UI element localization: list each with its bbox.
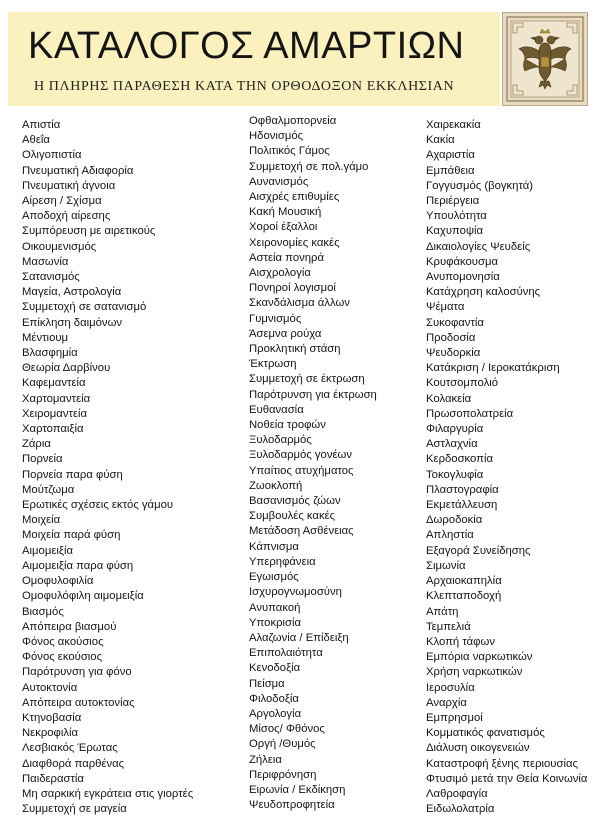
- list-item: Ιεροσυλία: [426, 681, 475, 694]
- list-item: Κλεπταποδοχή: [426, 590, 502, 603]
- list-item: Απληστία: [426, 529, 474, 542]
- list-item: Υποκρισία: [249, 616, 302, 629]
- list-item: Ζήλεια: [249, 753, 282, 766]
- list-item: Απάτη: [426, 605, 459, 618]
- list-item: Ομοφυλοφιλία: [22, 575, 94, 588]
- list-item: Διαφθορά παρθένας: [22, 757, 125, 770]
- list-item: Απιστία: [22, 119, 61, 131]
- list-item: Άσεμνα ρούχα: [249, 327, 322, 340]
- list-item: Πλαστογραφία: [426, 483, 499, 496]
- list-item: Εμπρησμοί: [426, 711, 483, 724]
- list-item: Αργολογία: [249, 707, 302, 720]
- list-item: Ευθανασία: [249, 403, 304, 416]
- list-item: Αυτοκτονία: [22, 681, 78, 694]
- list-item: Διάλυση οικογενειών: [426, 742, 530, 755]
- list-item: Κρυφάκουσμα: [426, 255, 498, 268]
- list-item: Χειρομαντεία: [22, 407, 88, 420]
- list-item: Οικουμενισμός: [22, 240, 97, 253]
- list-item: Ηδονισμός: [249, 130, 304, 143]
- list-item: Απόπειρα βιασμού: [22, 620, 117, 633]
- list-item: Συμπόρευση με αιρετικούς: [22, 225, 156, 238]
- list-item: Αθεΐα: [22, 134, 50, 147]
- list-item: Αχαριστία: [426, 149, 475, 162]
- list-item: Αυνανισμός: [249, 175, 309, 188]
- list-item: Αρχαιοκαπηλία: [426, 575, 502, 588]
- list-item: Σιμωνία: [426, 559, 466, 572]
- list-item: Βασανισμός ζώων: [249, 495, 341, 508]
- list-item: Υπερηφάνεια: [249, 555, 316, 568]
- list-item: Βλασφημία: [22, 347, 78, 360]
- list-item: Χειρονομίες κακές: [249, 236, 340, 249]
- list-item: Εμπάθεια: [426, 164, 475, 177]
- list-item: Κολακεία: [426, 392, 472, 405]
- list-item: Βιασμός: [22, 605, 64, 618]
- list-item: Εγωισμός: [249, 571, 299, 584]
- list-item: Περιέργεια: [426, 195, 480, 208]
- list-item: Αιμομειξία παρα φύση: [22, 559, 134, 572]
- page-title: ΚΑΤΑΛΟΓΟΣ ΑΜΑΡΤΙΩΝ: [28, 25, 465, 67]
- list-item: Φόνος ακούσιος: [22, 635, 104, 648]
- list-item: Πνευματική Αδιαφορία: [22, 164, 134, 177]
- list-item: Τεμπελιά: [426, 620, 471, 633]
- list-item: Κακία: [426, 134, 455, 147]
- list-item: Δωροδοκία: [426, 514, 483, 527]
- list-item: Παρότρυνση για έκτρωση: [249, 388, 377, 401]
- list-item: Ξυλοδαρμός: [249, 434, 312, 447]
- list-item: Προδοσία: [426, 331, 476, 344]
- list-item: Θεωρία Δαρβίνου: [22, 362, 111, 375]
- list-item: Μέντιουμ: [22, 331, 69, 344]
- list-item: Κουτσομπολιό: [426, 377, 499, 390]
- list-item: Ομοφυλόφιλη αιμομειξία: [22, 590, 144, 603]
- list-item: Συμμετοχή σε σατανισμό: [22, 301, 147, 314]
- list-item: Ζωοκλοπή: [249, 479, 303, 492]
- list-item: Αποδοχή αίρεσης: [22, 210, 111, 223]
- list-item: Εμπόρια ναρκωτικών: [426, 651, 533, 664]
- list-item: Εξαγορά Συνείδησης: [426, 544, 531, 557]
- list-item: Προκλητική στάση: [249, 343, 341, 356]
- list-item: Απόπειρα αυτοκτονίας: [22, 696, 135, 709]
- list-item: Αστλαχνία: [426, 438, 478, 451]
- list-item: Αναρχία: [426, 696, 467, 709]
- list-item: Ολιγοπιστία: [22, 149, 82, 162]
- list-item: Γυμνισμός: [249, 312, 302, 325]
- list-item: Κομματικός φανατισμός: [426, 727, 545, 740]
- list-item: Καφεμαντεία: [22, 377, 86, 390]
- list-item: Κατάκριση / Ιεροκατάκριση: [426, 362, 560, 375]
- list-item: Πονηροί λογισμοί: [249, 282, 336, 295]
- sins-column-1: [22, 118, 193, 817]
- list-item: Παρότρυνση για φόνο: [22, 666, 132, 679]
- list-item: Έκτρωση: [249, 358, 297, 371]
- list-item: Κάπνισμα: [249, 540, 299, 553]
- list-item: Επιπολαιότητα: [249, 647, 323, 660]
- list-item: Συμμετοχή σε έκτρωση: [249, 373, 365, 386]
- list-item: Πνευματική άγνοια: [22, 179, 116, 192]
- list-item: Περιφρόνηση: [249, 768, 317, 781]
- list-item: Λεσβιακός Έρωτας: [22, 742, 118, 755]
- page-subtitle: Η ΠΛΗΡΗΣ ΠΑΡΑΘΕΣΗ ΚΑΤΑ ΤΗΝ ΟΡΘΟΔΟΞΟΝ ΕΚΚΛΗΣΙΑΝ: [34, 79, 455, 94]
- list-item: Κατάχρηση καλοσύνης: [426, 286, 541, 299]
- list-item: Χοροί έξαλλοι: [249, 221, 318, 234]
- header-banner: [8, 12, 500, 106]
- list-item: Κερδοσκοπία: [426, 453, 494, 466]
- list-item: Ειρωνία / Εκδίκηση: [249, 783, 346, 796]
- list-item: Συμμετοχή σε πολ.γάμο: [249, 160, 369, 173]
- list-item: Ανυπομονησία: [426, 271, 500, 284]
- list-item: Ξυλοδαρμός γονέων: [249, 449, 352, 462]
- list-item: Κενοδοξία: [249, 662, 301, 675]
- list-item: Νοθεία τροφών: [249, 419, 326, 432]
- list-item: Τοκογλυφία: [426, 468, 484, 481]
- list-item: Φιλαργυρία: [426, 423, 484, 436]
- list-item: Κακή Μουσική: [249, 206, 322, 219]
- list-item: Αλαζωνία / Επίδειξη: [249, 631, 349, 644]
- list-item: Ζάρια: [22, 438, 51, 451]
- list-item: Αστεία πονηρά: [249, 251, 324, 264]
- sins-column-3: [426, 118, 587, 817]
- list-item: Φτυσιμό μετά την Θεία Κοινωνία: [426, 772, 588, 785]
- list-item: Εκμετάλλευση: [426, 499, 498, 512]
- list-item: Νεκροφιλία: [22, 727, 79, 740]
- list-item: Μαγεία, Αστρολογία: [22, 286, 122, 299]
- list-item: Ερωτικές σχέσεις εκτός γάμου: [22, 499, 174, 512]
- list-item: Ψέματα: [426, 301, 465, 314]
- list-item: Υπουλότητα: [426, 210, 487, 223]
- list-item: Φιλοδοξία: [249, 692, 299, 705]
- list-item: Μη σαρκική εγκράτεια στις γιορτές: [22, 787, 194, 800]
- list-item: Δικαιολογίες Ψευδείς: [426, 240, 531, 253]
- list-item: Επίκληση δαιμόνων: [22, 316, 123, 329]
- list-item: Συμμετοχή σε μαγεία: [22, 803, 127, 816]
- list-item: Μασωνία: [22, 255, 69, 268]
- list-item: Μοιχεία: [22, 514, 61, 527]
- list-item: Καταστροφή ξένης περιουσίας: [426, 757, 578, 770]
- list-item: Χρήση ναρκωτικών: [426, 666, 523, 679]
- list-item: Ανυπακοή: [249, 601, 301, 614]
- list-item: Ειδωλολατρία: [426, 803, 495, 816]
- list-item: Μοιχεία παρά φύση: [22, 529, 121, 542]
- list-item: Αισχρολογία: [249, 267, 311, 280]
- sins-column-2: [249, 114, 377, 813]
- list-item: Πείσμα: [249, 677, 285, 690]
- list-item: Οργή /Θυμός: [249, 738, 316, 751]
- list-item: Κλοπή τάφων: [426, 635, 495, 648]
- list-item: Ψευδορκία: [426, 347, 481, 360]
- list-item: Πρωσοπολατρεία: [426, 407, 514, 420]
- list-item: Πολιτικός Γάμος: [249, 145, 330, 158]
- list-item: Μίσος/ Φθόνος: [249, 723, 325, 736]
- list-item: Χαρτοπαιξία: [22, 423, 84, 436]
- list-item: Πορνεία παρα φύση: [22, 468, 123, 481]
- list-item: Γογγυσμός (βογκητά): [426, 179, 534, 192]
- list-item: Μετάδοση Ασθένειας: [249, 525, 354, 538]
- list-item: Καχυποψία: [426, 225, 484, 238]
- list-item: Παιδεραστία: [22, 772, 84, 785]
- list-item: Αίρεση / Σχίσμα: [22, 195, 102, 208]
- list-item: Ισχυρογνωμοσύνη: [249, 586, 342, 599]
- list-item: Σκανδάλισμα άλλων: [249, 297, 350, 310]
- list-item: Μούτζωμα: [22, 483, 75, 496]
- list-item: Κτηνοβασία: [22, 711, 82, 724]
- list-item: Χαρτομαντεία: [22, 392, 91, 405]
- list-item: Χαιρεκακία: [426, 119, 481, 131]
- double-headed-eagle-icon: [502, 12, 588, 106]
- list-item: Ψευδοπροφητεία: [249, 799, 335, 812]
- list-item: Συμβουλές κακές: [249, 510, 336, 523]
- list-item: Συκοφαντία: [426, 316, 484, 329]
- list-item: Οφθαλμοπορνεία: [249, 115, 337, 127]
- list-item: Φόνος εκούσιος: [22, 651, 103, 664]
- list-item: Αιμομειξία: [22, 544, 73, 557]
- list-item: Σατανισμός: [22, 271, 80, 284]
- list-item: Πορνεία: [22, 453, 63, 466]
- list-item: Αισχρές επιθυμίες: [249, 191, 340, 204]
- list-item: Λαθροφαγία: [426, 787, 488, 800]
- list-item: Υπαίτιος ατυχήματος: [249, 464, 354, 477]
